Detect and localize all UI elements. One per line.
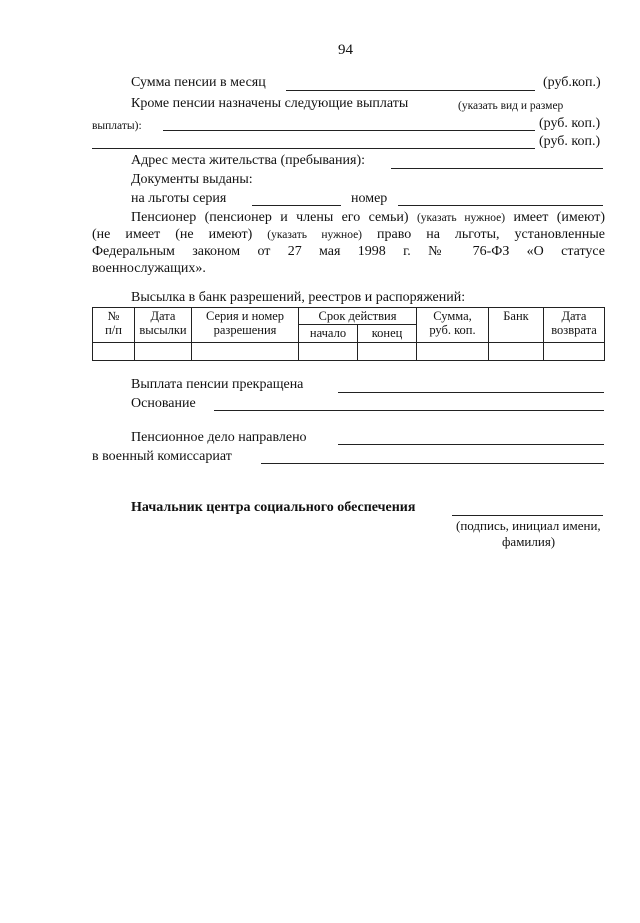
pension-month-label: Сумма пенсии в месяц (131, 75, 266, 90)
column-date-header (135, 308, 192, 343)
bank-shipping-table (92, 307, 605, 361)
table-cell[interactable] (192, 343, 299, 361)
column-start-header: начало (299, 325, 358, 343)
benefit-right-text-2b: право на льготы, установленные (377, 227, 605, 242)
table-cell[interactable] (299, 343, 358, 361)
extra-payments-hint-2: выплаты): (92, 120, 142, 132)
table-row (93, 343, 605, 361)
signature-title: Начальник центра социального обеспечения (131, 500, 416, 515)
benefit-right-line-3: Федеральным законом от 27 мая 1998 г. № 76-ФЗ «О статусе (92, 244, 605, 259)
benefit-right-line-1 (131, 210, 605, 226)
termination-basis-label: Основание (131, 396, 196, 411)
column-sum-line-2: руб. коп. (429, 323, 476, 337)
column-number-line-2: п/п (105, 323, 122, 337)
signature-hint-1: (подпись, инициал имени, (456, 518, 601, 533)
column-number-header (93, 308, 135, 343)
documents-number-field[interactable] (398, 205, 603, 206)
extra-payments-unit-1: (руб. коп.) (539, 116, 601, 131)
table-cell[interactable] (417, 343, 489, 361)
table-cell[interactable] (93, 343, 135, 361)
column-number-line-1: № (107, 309, 120, 323)
documents-series-field[interactable] (252, 205, 341, 206)
address-field[interactable] (391, 168, 603, 169)
extra-payments-unit-2: (руб. коп.) (539, 134, 601, 149)
signature-hint-2: фамилия) (502, 534, 556, 549)
benefit-right-hint-2: (указать нужное) (267, 229, 363, 241)
documents-label: Документы выданы: (131, 172, 253, 187)
column-date-line-2: высылки (139, 323, 187, 337)
extra-payments-hint: (указать вид и размер (458, 100, 564, 112)
documents-series-label: на льготы серия (131, 191, 227, 206)
column-series-header (192, 308, 299, 343)
case-sent-field[interactable] (338, 444, 604, 445)
column-bank-header: Банк (489, 308, 544, 343)
benefit-right-text-1a: Пенсионер (пенсионер и члены его семьи) (131, 210, 409, 225)
benefit-right-line-2 (92, 227, 605, 243)
case-sent-to-field[interactable] (261, 463, 604, 464)
benefit-right-line-4: военнослужащих». (92, 261, 206, 276)
column-return-header (544, 308, 605, 343)
benefit-right-hint-1: (указать нужное) (416, 212, 506, 224)
benefit-right-text-2a: (не имеет (не имеют) (92, 227, 253, 242)
column-date-line-1: Дата (150, 309, 176, 323)
address-label: Адрес места жительства (пребывания): (131, 153, 366, 168)
column-sum-line-1: Сумма, (433, 309, 472, 323)
pension-month-unit: (руб.коп.) (543, 75, 601, 90)
table-cell[interactable] (544, 343, 605, 361)
termination-basis-field[interactable] (214, 410, 604, 411)
documents-number-label: номер (351, 191, 388, 206)
column-series-line-1: Серия и номер (205, 309, 285, 323)
table-cell[interactable] (489, 343, 544, 361)
signature-field[interactable] (452, 515, 603, 516)
column-series-line-2: разрешения (213, 323, 277, 337)
column-return-line-1: Дата (561, 309, 587, 323)
column-validity-header: Срок действия (299, 308, 417, 325)
bank-shipping-title: Высылка в банк разрешений, реестров и распоряжений: (131, 290, 466, 305)
termination-field[interactable] (338, 392, 604, 393)
extra-payments-field-2[interactable] (92, 148, 535, 149)
table-cell[interactable] (135, 343, 192, 361)
benefit-right-text-1b: имеет (имеют) (513, 210, 605, 225)
column-return-line-2: возврата (551, 323, 597, 337)
extra-payments-field-1[interactable] (163, 130, 535, 131)
extra-payments-label: Кроме пенсии назначены следующие выплаты (131, 96, 409, 111)
termination-label: Выплата пенсии прекращена (131, 377, 304, 392)
column-end-header: конец (358, 325, 417, 343)
case-sent-label: Пенсионное дело направлено (131, 430, 307, 445)
table-cell[interactable] (358, 343, 417, 361)
pension-month-field[interactable] (286, 90, 535, 91)
column-sum-header (417, 308, 489, 343)
page-number: 94 (338, 42, 353, 58)
case-sent-to-label: в военный комиссариат (92, 449, 232, 464)
